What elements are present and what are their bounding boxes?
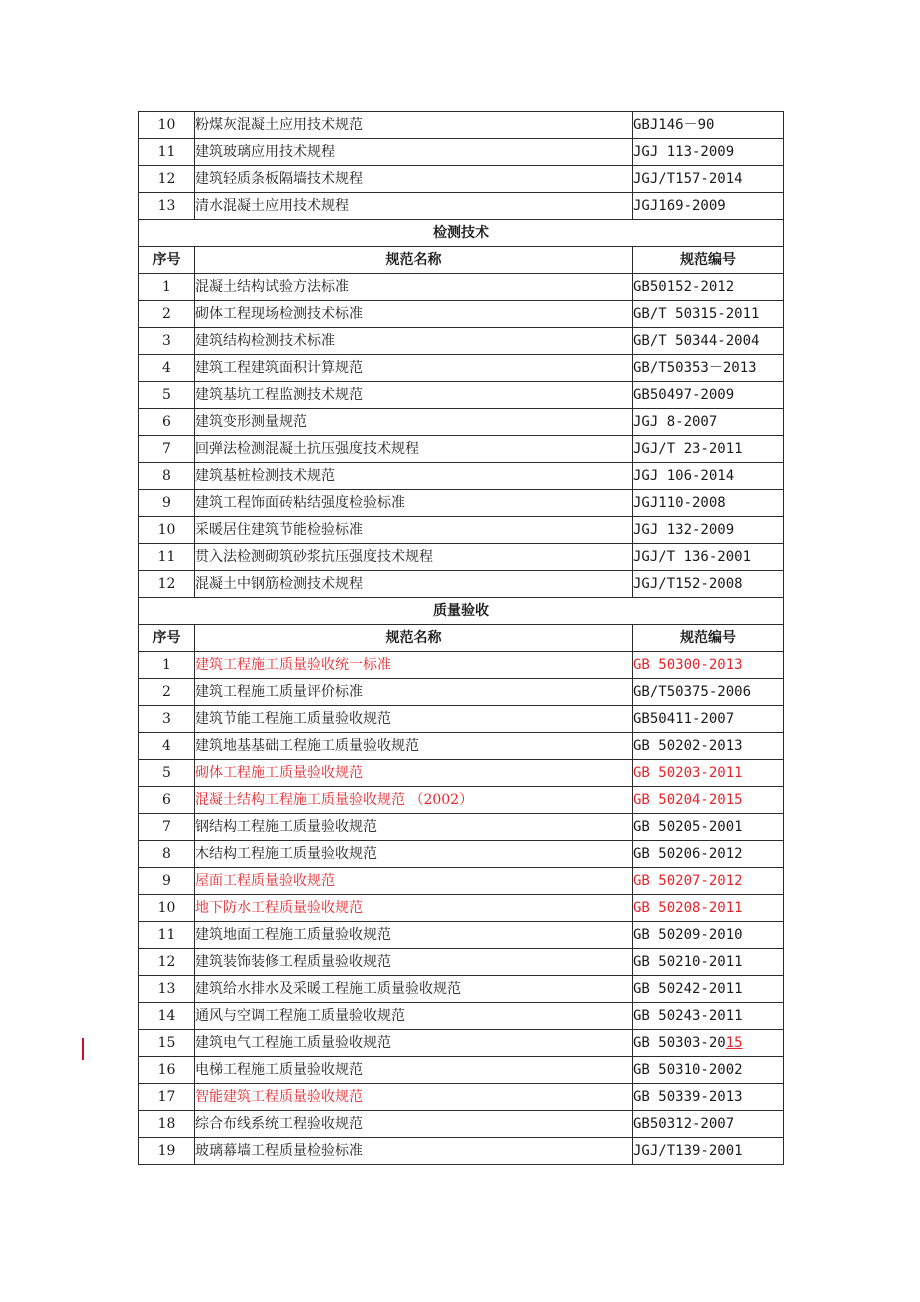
row-number: 2: [139, 679, 195, 706]
standard-code: JGJ 8-2007: [633, 409, 784, 436]
table-row: [139, 571, 784, 598]
row-number: 12: [139, 166, 195, 193]
standard-name: 建筑基坑工程监测技术规范: [195, 382, 633, 409]
standard-name: 砌体工程现场检测技术标准: [195, 301, 633, 328]
standard-code: [633, 1030, 784, 1057]
standard-code: JGJ/T157-2014: [633, 166, 784, 193]
row-number: 7: [139, 814, 195, 841]
standard-name: 建筑基桩检测技术规范: [195, 463, 633, 490]
table-row: [139, 706, 784, 733]
standard-code: GB 50202-2013: [633, 733, 784, 760]
row-number: 12: [139, 571, 195, 598]
standard-name: 建筑装饰装修工程质量验收规范: [195, 949, 633, 976]
standard-name: 建筑结构检测技术标准: [195, 328, 633, 355]
section-row-testing: [139, 220, 784, 247]
standard-code: GBJ146－90: [633, 112, 784, 139]
row-number: 3: [139, 328, 195, 355]
standard-code: GB 50210-2011: [633, 949, 784, 976]
standard-name: 清水混凝土应用技术规程: [195, 193, 633, 220]
row-number: 4: [139, 355, 195, 382]
standard-code: GB 50339-2013: [633, 1084, 784, 1111]
standard-name: 混凝土结构工程施工质量验收规范 （2002）: [195, 787, 633, 814]
row-number: 8: [139, 463, 195, 490]
table-row: [139, 112, 784, 139]
table-row: [139, 1057, 784, 1084]
table-row: [139, 166, 784, 193]
standard-code: GB 50300-2013: [633, 652, 784, 679]
standard-code: GB/T50353－2013: [633, 355, 784, 382]
table-row: [139, 652, 784, 679]
standard-name: 屋面工程质量验收规范: [195, 868, 633, 895]
row-number: 8: [139, 841, 195, 868]
table-row: [139, 841, 784, 868]
table-row: [139, 868, 784, 895]
table-row: [139, 139, 784, 166]
standard-name: 地下防水工程质量验收规范: [195, 895, 633, 922]
table-row: [139, 193, 784, 220]
table-row: [139, 1111, 784, 1138]
row-number: 12: [139, 949, 195, 976]
standard-code: GB 50310-2002: [633, 1057, 784, 1084]
standard-code-prefix: GB 50303-20: [633, 1035, 726, 1051]
column-header-name: 规范名称: [195, 247, 633, 274]
row-number: 5: [139, 760, 195, 787]
column-header-num: 序号: [139, 625, 195, 652]
row-number: 9: [139, 868, 195, 895]
standard-code: GB/T50375-2006: [633, 679, 784, 706]
standard-name: 智能建筑工程质量验收规范: [195, 1084, 633, 1111]
standard-name: 建筑地面工程施工质量验收规范: [195, 922, 633, 949]
table-row: [139, 814, 784, 841]
row-number: 10: [139, 517, 195, 544]
standard-code: GB 50207-2012: [633, 868, 784, 895]
standard-code: JGJ 106-2014: [633, 463, 784, 490]
row-number: 17: [139, 1084, 195, 1111]
standard-code: JGJ/T 23-2011: [633, 436, 784, 463]
standard-name: 建筑节能工程施工质量验收规范: [195, 706, 633, 733]
standard-code: JGJ/T152-2008: [633, 571, 784, 598]
standard-name: 采暖居住建筑节能检验标准: [195, 517, 633, 544]
row-number: 13: [139, 193, 195, 220]
standard-name: 回弹法检测混凝土抗压强度技术规程: [195, 436, 633, 463]
table-row: [139, 490, 784, 517]
standard-code: GB 50203-2011: [633, 760, 784, 787]
row-number: 6: [139, 409, 195, 436]
table-row: [139, 382, 784, 409]
standard-name: 玻璃幕墙工程质量检验标准: [195, 1138, 633, 1165]
standard-code: GB/T 50344-2004: [633, 328, 784, 355]
standard-name: 建筑工程饰面砖粘结强度检验标准: [195, 490, 633, 517]
row-number: 14: [139, 1003, 195, 1030]
row-number: 9: [139, 490, 195, 517]
row-number: 1: [139, 652, 195, 679]
table-row: [139, 679, 784, 706]
column-header-code: 规范编号: [633, 625, 784, 652]
row-number: 2: [139, 301, 195, 328]
table-row: [139, 355, 784, 382]
standard-code: JGJ 132-2009: [633, 517, 784, 544]
row-number: 16: [139, 1057, 195, 1084]
table-row: [139, 517, 784, 544]
row-number: 1: [139, 274, 195, 301]
row-number: 10: [139, 895, 195, 922]
header-row: [139, 625, 784, 652]
table-row: [139, 301, 784, 328]
standard-code: GB 50206-2012: [633, 841, 784, 868]
table-row: [139, 1138, 784, 1165]
section-title: 质量验收: [139, 598, 784, 625]
row-number: 6: [139, 787, 195, 814]
standard-name: 建筑玻璃应用技术规程: [195, 139, 633, 166]
standard-name: 建筑变形测量规范: [195, 409, 633, 436]
row-number: 5: [139, 382, 195, 409]
table-row: [139, 1030, 784, 1057]
table-row: [139, 976, 784, 1003]
standard-name: 混凝土结构试验方法标准: [195, 274, 633, 301]
standard-code: GB 50204-2015: [633, 787, 784, 814]
standard-name: 建筑工程建筑面积计算规范: [195, 355, 633, 382]
standard-code: JGJ/T 136-2001: [633, 544, 784, 571]
standard-name: 建筑给水排水及采暖工程施工质量验收规范: [195, 976, 633, 1003]
standard-name: 砌体工程施工质量验收规范: [195, 760, 633, 787]
table-row: [139, 760, 784, 787]
table-row: [139, 922, 784, 949]
standard-code: GB 50209-2010: [633, 922, 784, 949]
standard-name: 混凝土中钢筋检测技术规程: [195, 571, 633, 598]
section-title: 检测技术: [139, 220, 784, 247]
table-row: [139, 1084, 784, 1111]
row-number: 19: [139, 1138, 195, 1165]
table-row: [139, 328, 784, 355]
standard-name: 建筑轻质条板隔墙技术规程: [195, 166, 633, 193]
row-number: 11: [139, 922, 195, 949]
table-row: [139, 409, 784, 436]
standard-name: 通风与空调工程施工质量验收规范: [195, 1003, 633, 1030]
table-row: [139, 787, 784, 814]
section-row-quality: [139, 598, 784, 625]
row-number: 10: [139, 112, 195, 139]
row-number: 11: [139, 139, 195, 166]
standards-table: [138, 111, 784, 1165]
standard-name: 贯入法检测砌筑砂浆抗压强度技术规程: [195, 544, 633, 571]
table-row: [139, 544, 784, 571]
standard-name: 电梯工程施工质量验收规范: [195, 1057, 633, 1084]
standard-code: JGJ169-2009: [633, 193, 784, 220]
table-row: [139, 1003, 784, 1030]
row-number: 18: [139, 1111, 195, 1138]
column-header-code: 规范编号: [633, 247, 784, 274]
table-row: [139, 949, 784, 976]
standard-code: GB 50205-2001: [633, 814, 784, 841]
row-number: 7: [139, 436, 195, 463]
standard-code: GB50497-2009: [633, 382, 784, 409]
table-row: [139, 895, 784, 922]
row-number: 15: [139, 1030, 195, 1057]
standard-name: 钢结构工程施工质量验收规范: [195, 814, 633, 841]
table-row: [139, 463, 784, 490]
row-number: 4: [139, 733, 195, 760]
standard-name: 粉煤灰混凝土应用技术规范: [195, 112, 633, 139]
row-number: 11: [139, 544, 195, 571]
table-row: [139, 733, 784, 760]
row-number: 13: [139, 976, 195, 1003]
standard-code-revised-suffix: 15: [725, 1035, 743, 1051]
standard-code: GB50411-2007: [633, 706, 784, 733]
revision-change-bar: [82, 1038, 84, 1060]
column-header-name: 规范名称: [195, 625, 633, 652]
standard-code: JGJ110-2008: [633, 490, 784, 517]
standard-code: JGJ 113-2009: [633, 139, 784, 166]
header-row: [139, 247, 784, 274]
standard-code: GB 50208-2011: [633, 895, 784, 922]
standard-name: 木结构工程施工质量验收规范: [195, 841, 633, 868]
standard-code: GB/T 50315-2011: [633, 301, 784, 328]
standard-name: 建筑电气工程施工质量验收规范: [195, 1030, 633, 1057]
standard-name: 建筑工程施工质量评价标准: [195, 679, 633, 706]
standard-code: JGJ/T139-2001: [633, 1138, 784, 1165]
standard-name: 建筑工程施工质量验收统一标准: [195, 652, 633, 679]
standard-code: GB 50242-2011: [633, 976, 784, 1003]
column-header-num: 序号: [139, 247, 195, 274]
standard-name: 综合布线系统工程验收规范: [195, 1111, 633, 1138]
standard-code: GB50152-2012: [633, 274, 784, 301]
standard-code: GB50312-2007: [633, 1111, 784, 1138]
row-number: 3: [139, 706, 195, 733]
standard-code: GB 50243-2011: [633, 1003, 784, 1030]
table-row: [139, 436, 784, 463]
standard-name: 建筑地基基础工程施工质量验收规范: [195, 733, 633, 760]
table-row: [139, 274, 784, 301]
